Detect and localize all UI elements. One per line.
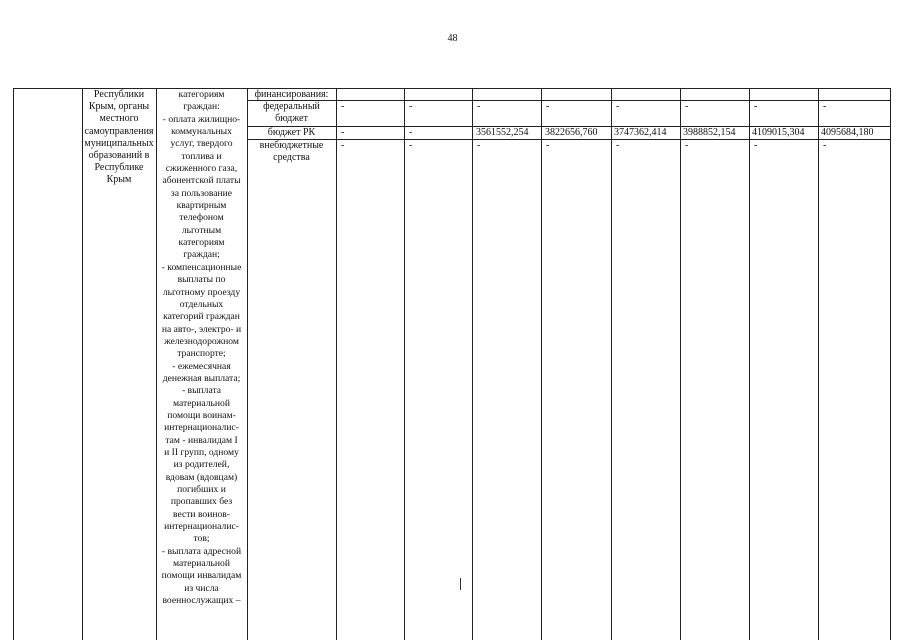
table-cell: - [616, 140, 620, 151]
owner-cell: Республики Крым, органы местного самоуправления муниципальных образований в Республике Крым [84, 89, 154, 186]
grid-line [680, 88, 681, 640]
table-cell: 3747362,414 [614, 127, 667, 138]
table-cell: - [685, 140, 689, 151]
grid-line [890, 88, 891, 640]
table-cell: 4095684,180 [821, 127, 874, 138]
grid-line [247, 88, 248, 640]
table-cell: 3822656,760 [545, 127, 598, 138]
grid-line [611, 88, 612, 640]
table-cell: - [685, 101, 689, 112]
table-cell: - [409, 101, 413, 112]
grid-line [404, 88, 405, 640]
table-cell: - [341, 101, 345, 112]
grid-line [13, 88, 14, 640]
table-cell: - [409, 140, 413, 151]
table-cell: 4109015,304 [752, 127, 805, 138]
table-cell: - [823, 140, 827, 151]
table-cell: 3561552,254 [476, 127, 529, 138]
grid-line [336, 88, 337, 640]
grid-line [472, 88, 473, 640]
table-cell: - [616, 101, 620, 112]
measures-cell: категориям граждан: - оплата жилищно- коммунальных услуг, твердого топлива и сжиженного газа, абонентской платы за пользование квартирным телефоном льготным категориям граждан; - компенсационные выплаты по льготному проезду отдельных категорий граждан на авто-, электро- и железнодорожном транспорте; - ежемесячная денежная выплата; - выплата материальной помощи воинам- интернационалис- там - инвалидам I и II групп, одному из родителей, вдовам (вдовцам) погибших и пропавших без вести воинов- интернационалис- тов; - выплата адресной материальной помощи инвалидам из числа военнослужащих – [161, 89, 242, 607]
table-cell: - [409, 127, 413, 138]
source-label: внебюджетные средства [259, 140, 324, 164]
page-number: 48 [447, 33, 458, 44]
table-cell: 3988852,154 [683, 127, 736, 138]
table-cell: - [477, 101, 481, 112]
grid-line [541, 88, 542, 640]
grid-line [818, 88, 819, 640]
table-cell: - [477, 140, 481, 151]
table-cell: - [341, 127, 345, 138]
table-cell: - [546, 140, 550, 151]
source-label: федеральный бюджет [263, 101, 320, 125]
table-cell: - [754, 101, 758, 112]
table-cell: - [823, 101, 827, 112]
scan-mark [460, 578, 462, 590]
table-cell: - [546, 101, 550, 112]
table-cell: - [341, 140, 345, 151]
source-label: бюджет РК [267, 127, 316, 138]
grid-line [749, 88, 750, 640]
funding-header: финансирования: [254, 89, 329, 100]
table-cell: - [754, 140, 758, 151]
